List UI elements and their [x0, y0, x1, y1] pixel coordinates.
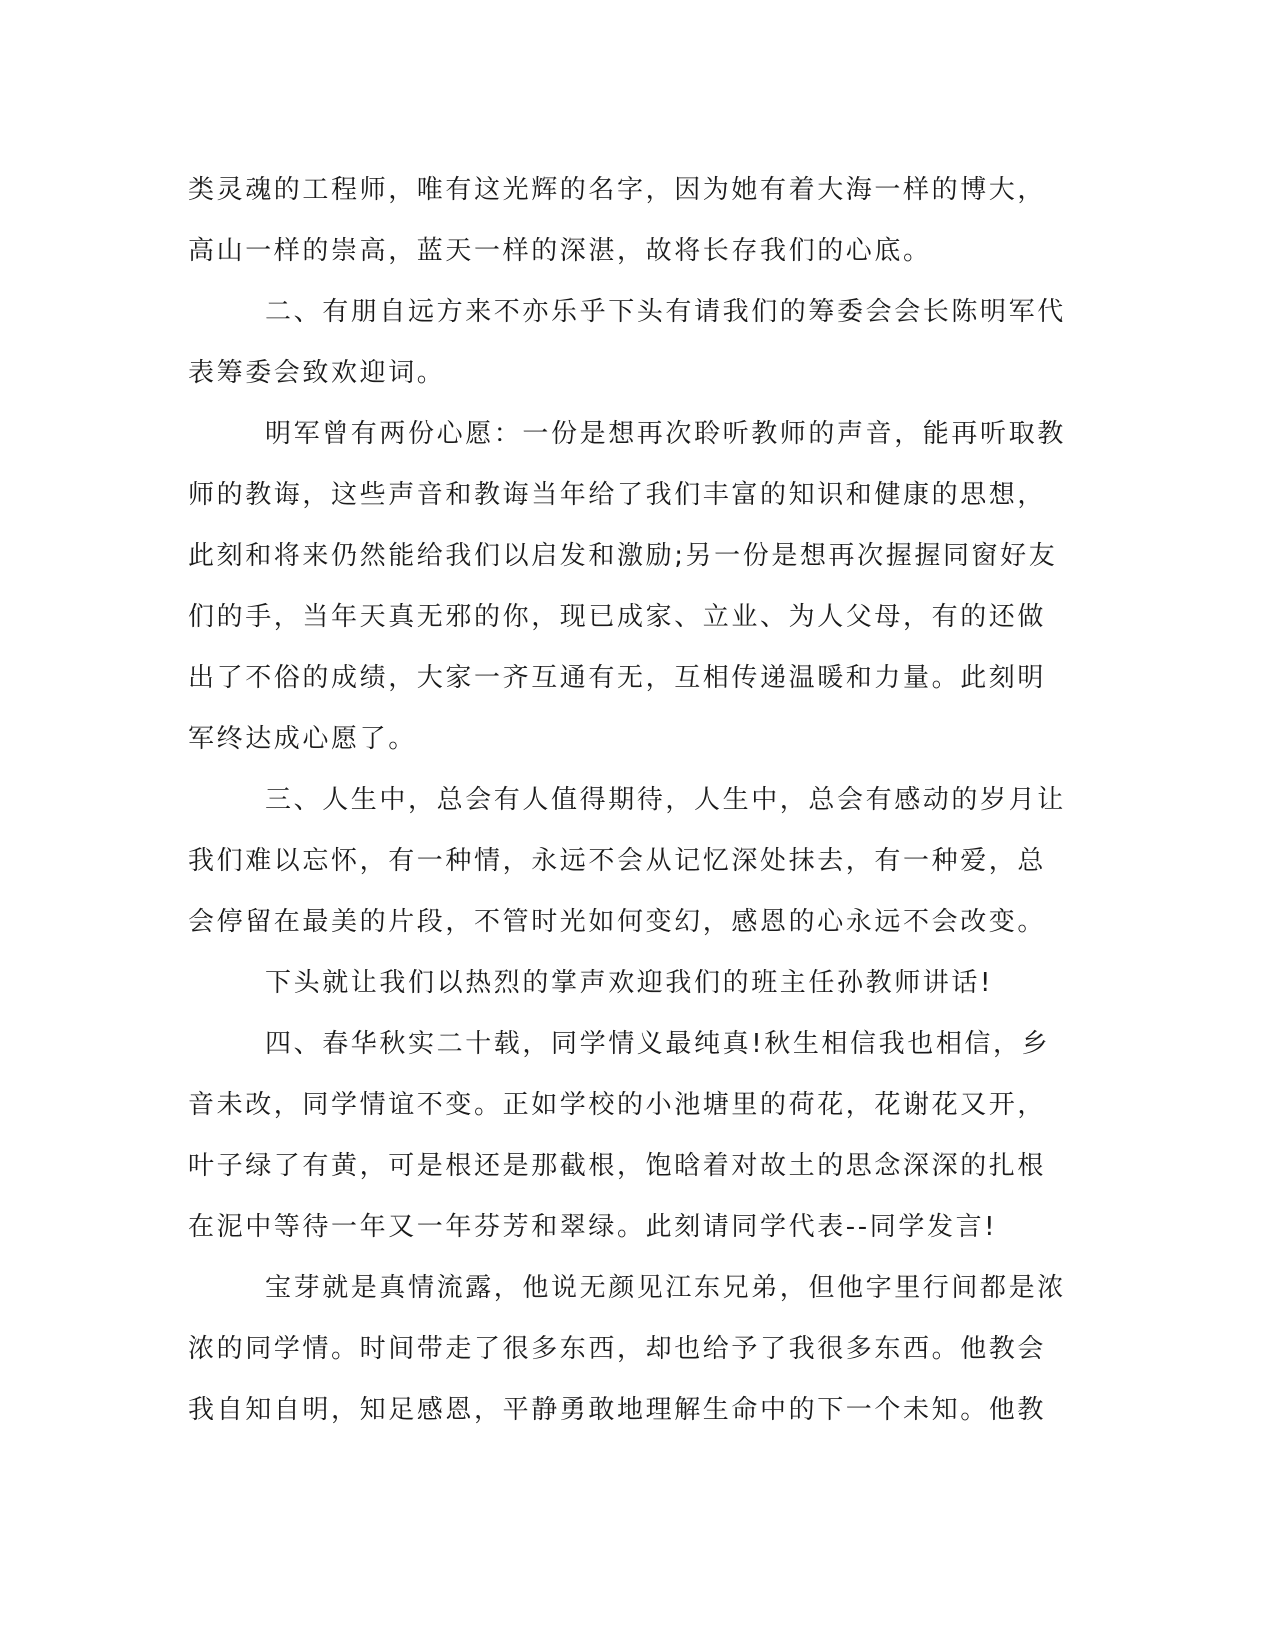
paragraph-3	[188, 404, 1088, 770]
text-line: 在泥中等待一年又一年芬芳和翠绿。此刻请同学代表--同学发言!	[188, 1212, 998, 1242]
text-line: 类灵魂的工程师，唯有这光辉的名字，因为她有着大海一样的博大，	[188, 175, 1047, 205]
text-line: 下头就让我们以热烈的掌声欢迎我们的班主任孙教师讲话!	[265, 968, 994, 998]
text-line: 此刻和将来仍然能给我们以启发和激励;另一份是想再次握握同窗好友	[188, 541, 1058, 571]
text-line: 四、春华秋实二十载，同学情义最纯真!秋生相信我也相信，乡	[265, 1029, 1051, 1059]
text-line: 叶子绿了有黄，可是根还是那截根，饱晗着对故土的思念深深的扎根	[188, 1151, 1047, 1181]
text-line: 我们难以忘怀，有一种情，永远不会从记忆深处抹去，有一种爱，总	[188, 846, 1047, 876]
text-line: 二、有朋自远方来不亦乐乎下头有请我们的筹委会会长陈明军代	[265, 297, 1066, 327]
paragraph-1	[188, 160, 1088, 282]
paragraph-6	[188, 1014, 1088, 1258]
paragraph-7	[188, 1258, 1088, 1441]
text-line: 高山一样的崇高，蓝天一样的深湛，故将长存我们的心底。	[188, 236, 932, 266]
paragraph-2	[188, 282, 1088, 404]
document-body	[188, 160, 1088, 1441]
text-line: 我自知自明，知足感恩，平静勇敢地理解生命中的下一个未知。他教	[188, 1395, 1047, 1425]
text-line: 出了不俗的成绩，大家一齐互通有无，互相传递温暖和力量。此刻明	[188, 663, 1047, 693]
text-line: 音未改，同学情谊不变。正如学校的小池塘里的荷花，花谢花又开，	[188, 1090, 1047, 1120]
text-line: 宝芽就是真情流露，他说无颜见江东兄弟，但他字里行间都是浓	[265, 1273, 1066, 1303]
paragraph-5	[188, 953, 1088, 1014]
text-line: 明军曾有两份心愿：一份是想再次聆听教师的声音，能再听取教	[265, 419, 1066, 449]
text-line: 表筹委会致欢迎词。	[188, 358, 446, 388]
text-line: 师的教诲，这些声音和教诲当年给了我们丰富的知识和健康的思想，	[188, 480, 1047, 510]
text-line: 三、人生中，总会有人值得期待，人生中，总会有感动的岁月让	[265, 785, 1066, 815]
text-line: 们的手，当年天真无邪的你，现已成家、立业、为人父母，有的还做	[188, 602, 1047, 632]
paragraph-4	[188, 770, 1088, 953]
text-line: 浓的同学情。时间带走了很多东西，却也给予了我很多东西。他教会	[188, 1334, 1047, 1364]
text-line: 军终达成心愿了。	[188, 724, 417, 754]
text-line: 会停留在最美的片段，不管时光如何变幻，感恩的心永远不会改变。	[188, 907, 1047, 937]
